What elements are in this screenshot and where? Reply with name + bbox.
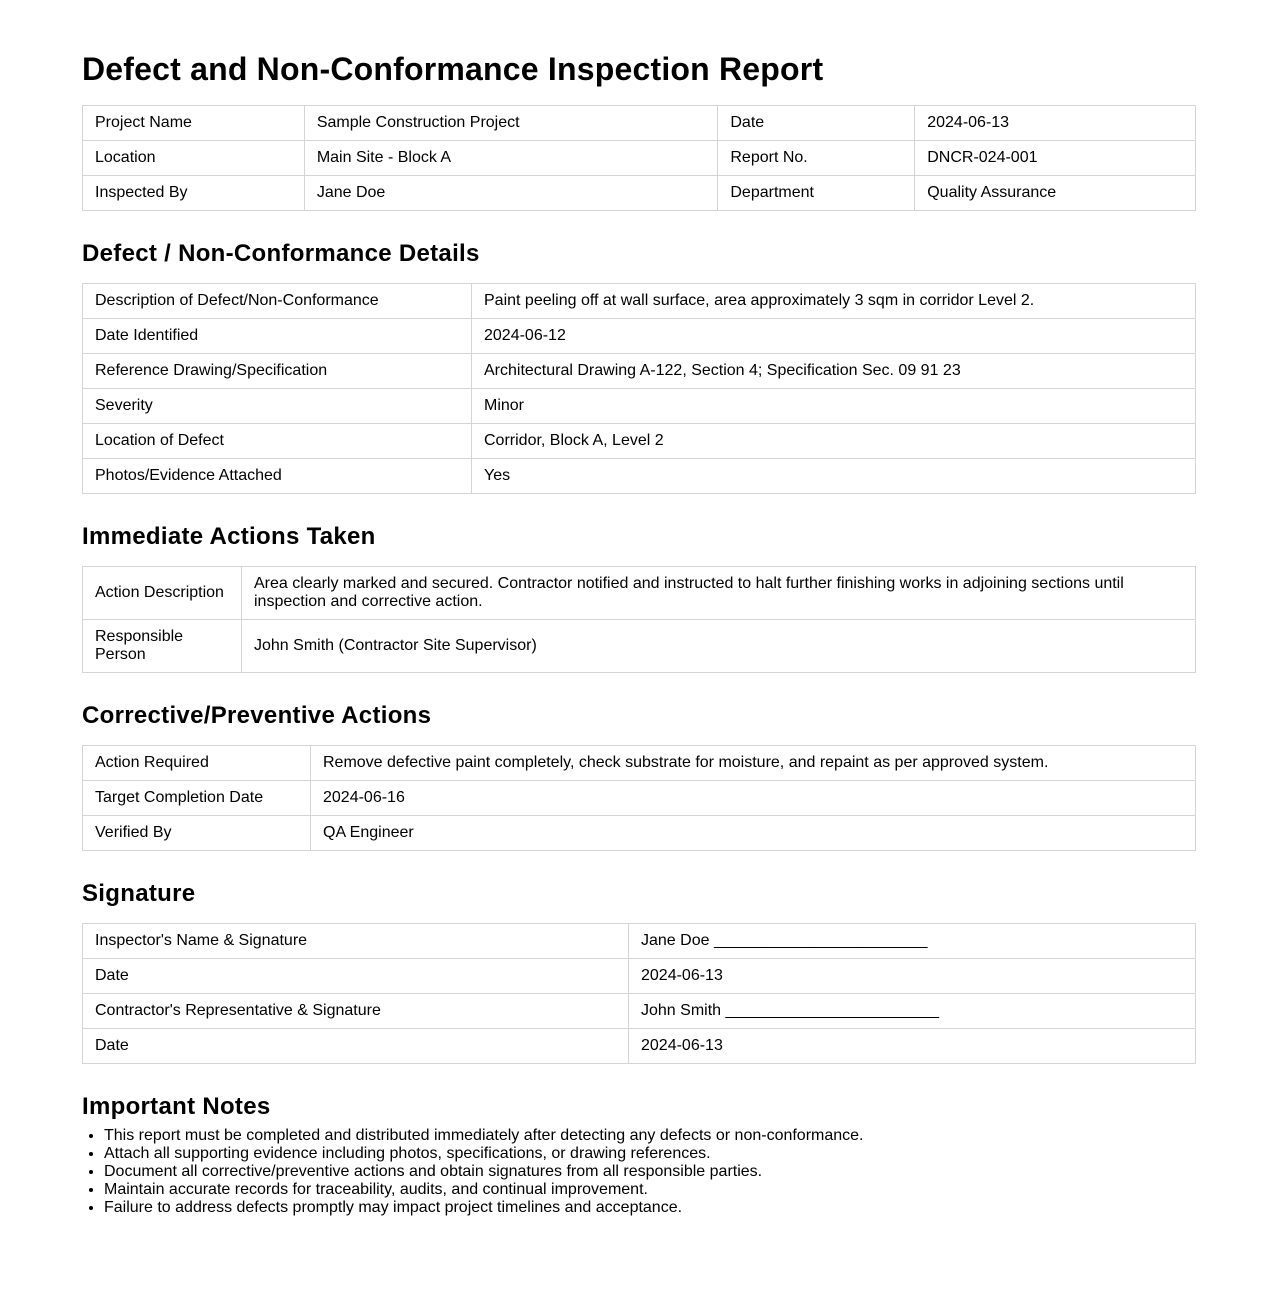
table-row (83, 620, 1196, 673)
department-label: Department (718, 176, 915, 211)
list-item: • Failure to address defects promptly may impact project timelines and acceptance. (104, 1199, 864, 1217)
report-no-value: DNCR-024-001 (915, 141, 1196, 176)
row-label: Inspector's Name & Signature (83, 924, 629, 959)
row-value: Architectural Drawing A-122, Section 4; Specification Sec. 09 91 23 (472, 354, 1196, 389)
table-row (83, 459, 1196, 494)
project-name-value: Sample Construction Project (304, 106, 718, 141)
row-value: 2024-06-13 (629, 959, 1196, 994)
row-value: 2024-06-16 (311, 781, 1196, 816)
row-label: Photos/Evidence Attached (83, 459, 472, 494)
corrective-actions-table (82, 745, 1196, 851)
row-value: QA Engineer (311, 816, 1196, 851)
page-title: Defect and Non-Conformance Inspection Report (82, 51, 824, 87)
details-heading: Defect / Non-Conformance Details (82, 240, 480, 267)
table-row (83, 319, 1196, 354)
table-row (83, 176, 1196, 211)
list-item: • Maintain accurate records for traceability, audits, and continual improvement. (104, 1181, 864, 1199)
signature-heading: Signature (82, 880, 196, 907)
table-row (83, 284, 1196, 319)
location-value: Main Site - Block A (304, 141, 718, 176)
row-label: Date (83, 1029, 629, 1064)
row-value: Paint peeling off at wall surface, area approximately 3 sqm in corridor Level 2. (472, 284, 1196, 319)
table-row (83, 389, 1196, 424)
project-name-label: Project Name (83, 106, 305, 141)
immediate-actions-table (82, 566, 1196, 673)
row-label: Target Completion Date (83, 781, 311, 816)
table-row (83, 924, 1196, 959)
row-label: Action Required (83, 746, 311, 781)
location-label: Location (83, 141, 305, 176)
row-label: Action Description (83, 567, 242, 620)
list-item: • Document all corrective/preventive actions and obtain signatures from all responsible parties. (104, 1163, 864, 1181)
table-row (83, 424, 1196, 459)
row-value: Jane Doe ________________________ (629, 924, 1196, 959)
date-label: Date (718, 106, 915, 141)
table-row (83, 1029, 1196, 1064)
row-label: Location of Defect (83, 424, 472, 459)
row-value: 2024-06-12 (472, 319, 1196, 354)
row-value: John Smith (Contractor Site Supervisor) (242, 620, 1196, 673)
row-value: 2024-06-13 (629, 1029, 1196, 1064)
row-value: John Smith ________________________ (629, 994, 1196, 1029)
row-label: Contractor's Representative & Signature (83, 994, 629, 1029)
table-row (83, 141, 1196, 176)
table-row (83, 781, 1196, 816)
details-table (82, 283, 1196, 494)
table-row (83, 816, 1196, 851)
row-label: Date Identified (83, 319, 472, 354)
project-info-table (82, 105, 1196, 211)
table-row (83, 746, 1196, 781)
row-label: Date (83, 959, 629, 994)
report-no-label: Report No. (718, 141, 915, 176)
table-row (83, 106, 1196, 141)
row-value: Corridor, Block A, Level 2 (472, 424, 1196, 459)
date-value: 2024-06-13 (915, 106, 1196, 141)
table-row (83, 354, 1196, 389)
row-value: Minor (472, 389, 1196, 424)
inspected-by-value: Jane Doe (304, 176, 718, 211)
row-label: Description of Defect/Non-Conformance (83, 284, 472, 319)
notes-heading: Important Notes (82, 1093, 271, 1120)
table-row (83, 567, 1196, 620)
immediate-actions-heading: Immediate Actions Taken (82, 523, 376, 550)
row-label: Responsible Person (83, 620, 242, 673)
row-value: Area clearly marked and secured. Contractor notified and instructed to halt further finishing works in adjoining sections until inspection and corrective action. (242, 567, 1196, 620)
table-row (83, 959, 1196, 994)
row-label: Reference Drawing/Specification (83, 354, 472, 389)
list-item: • Attach all supporting evidence including photos, specifications, or drawing references. (104, 1145, 864, 1163)
table-row (83, 994, 1196, 1029)
row-value: Remove defective paint completely, check substrate for moisture, and repaint as per approved system. (311, 746, 1196, 781)
notes-list (82, 1127, 864, 1217)
row-label: Verified By (83, 816, 311, 851)
list-item: • This report must be completed and distributed immediately after detecting any defects or non-conformance. (104, 1127, 864, 1145)
row-label: Severity (83, 389, 472, 424)
department-value: Quality Assurance (915, 176, 1196, 211)
signature-table (82, 923, 1196, 1064)
inspected-by-label: Inspected By (83, 176, 305, 211)
corrective-actions-heading: Corrective/Preventive Actions (82, 702, 432, 729)
row-value: Yes (472, 459, 1196, 494)
